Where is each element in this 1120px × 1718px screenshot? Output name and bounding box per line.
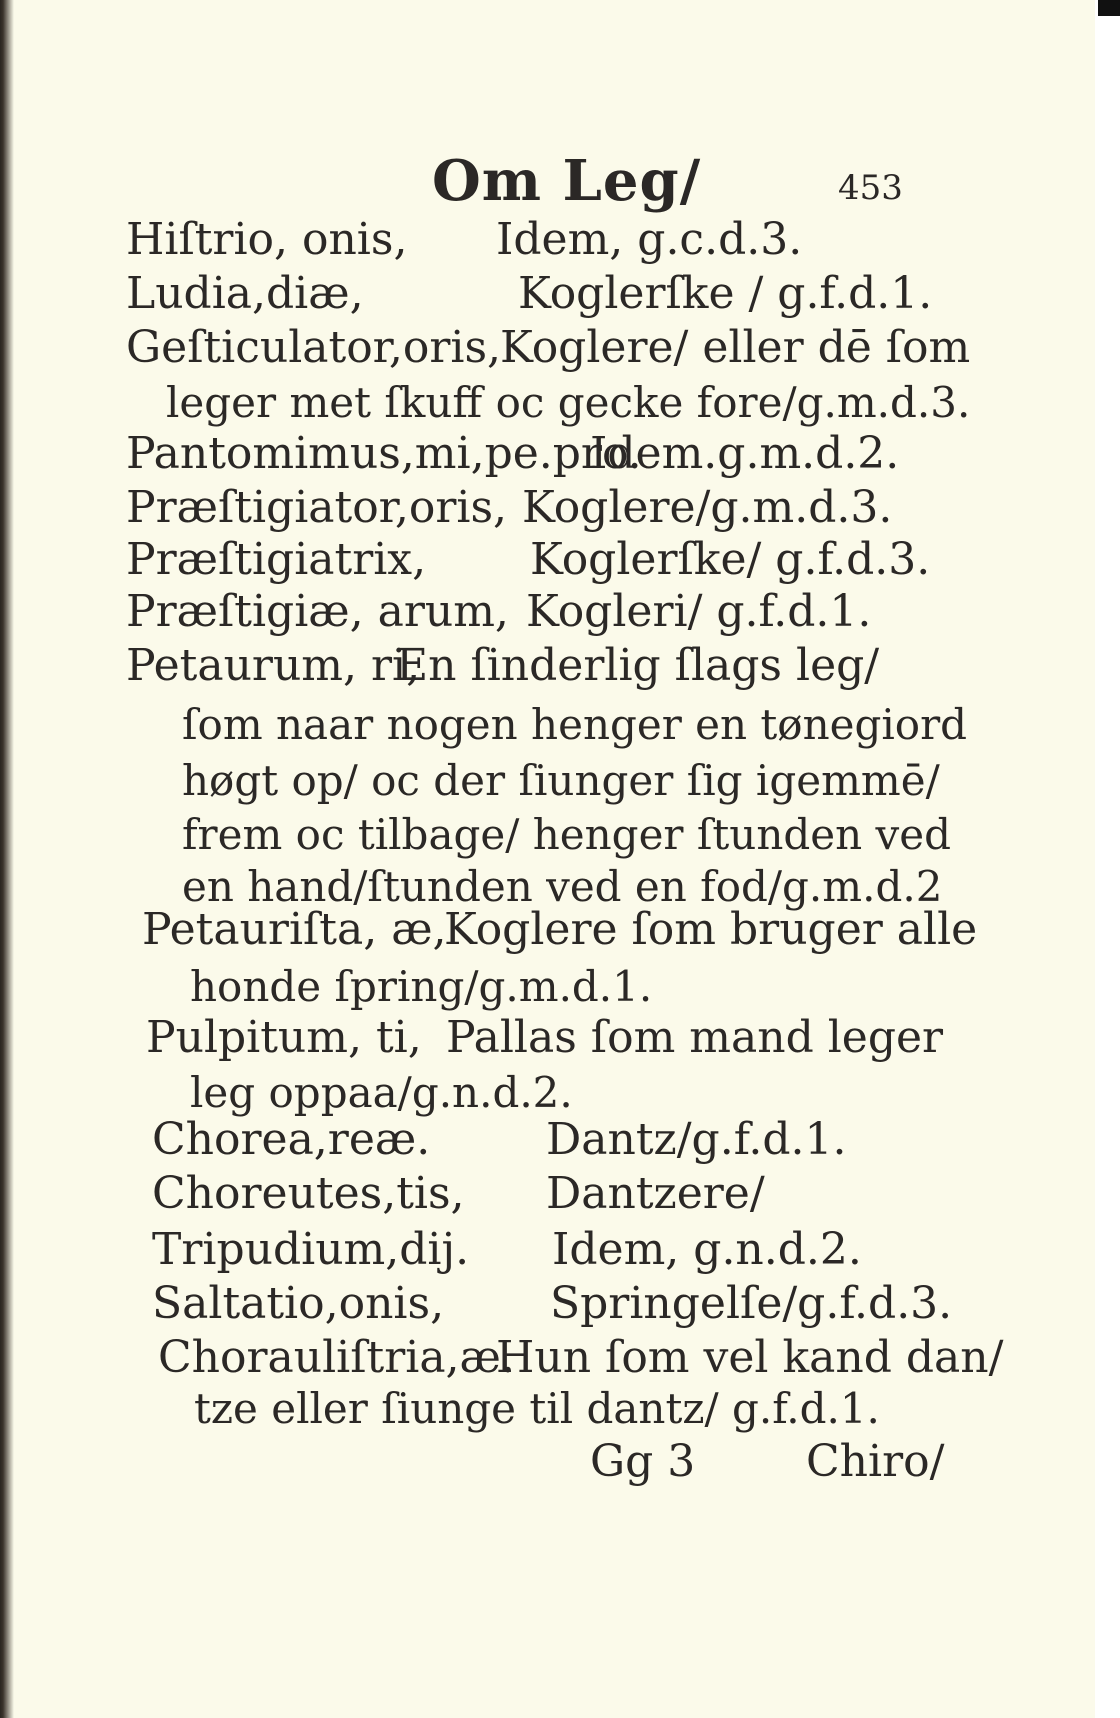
latin-term: Tripudium,dij.	[152, 1224, 470, 1275]
entry-continuation: ſom naar nogen henger en tønegiord	[182, 700, 968, 749]
latin-term: Saltatio,onis,	[152, 1278, 445, 1329]
latin-term: Hiſtrio, onis,	[126, 214, 408, 265]
entry-continuation: frem oc tilbage/ henger ſtunden ved	[182, 810, 951, 859]
danish-gloss: Idem.g.m.d.2.	[590, 428, 900, 479]
danish-gloss: Koglere/g.m.d.3.	[522, 482, 893, 533]
entry-continuation: høgt op/ oc der ſiunger ſig igemmē/	[182, 756, 940, 805]
scan-corner-mark	[1098, 0, 1120, 16]
danish-gloss: Idem, g.n.d.2.	[552, 1224, 862, 1275]
danish-gloss: Dantzere/	[546, 1168, 765, 1219]
latin-term: Chorea,reæ.	[152, 1114, 431, 1165]
entry-continuation: leger met ſkuff oc gecke fore/g.m.d.3.	[166, 378, 971, 427]
catchword: Chiro/	[806, 1436, 945, 1487]
danish-gloss: Hun ſom vel kand dan/	[496, 1332, 1004, 1383]
danish-gloss: Springelſe/g.f.d.3.	[550, 1278, 953, 1329]
signature-mark: Gg 3	[590, 1436, 696, 1487]
latin-term: Præſtigiatrix,	[126, 534, 427, 585]
danish-gloss: Koglere/ eller dē ſom	[500, 322, 971, 373]
running-title: Om Leg/	[432, 148, 702, 214]
danish-gloss: Pallas ſom mand leger	[446, 1012, 944, 1063]
latin-term: Ludia,diæ,	[126, 268, 364, 319]
danish-gloss: Kogleri/ g.f.d.1.	[526, 586, 872, 637]
page-binding-edge	[0, 0, 14, 1718]
danish-gloss: Dantz/g.f.d.1.	[546, 1114, 847, 1165]
latin-term: Petauriſta, æ,	[142, 904, 447, 955]
latin-term: Geſticulator,oris,	[126, 322, 502, 373]
entry-continuation: leg oppaa/g.n.d.2.	[190, 1068, 573, 1117]
latin-term: Pulpitum, ti,	[146, 1012, 422, 1063]
latin-term: Præſtigiæ, arum,	[126, 586, 509, 637]
latin-term: Petaurum, ri,	[126, 640, 421, 691]
danish-gloss: En ſinderlig ſlags leg/	[396, 640, 880, 691]
latin-term: Pantomimus,mi,pe.pro.	[126, 428, 642, 479]
page-number: 453	[838, 168, 903, 208]
latin-term: Choreutes,tis,	[152, 1168, 465, 1219]
danish-gloss: Koglerſke / g.f.d.1.	[518, 268, 933, 319]
danish-gloss: Idem, g.c.d.3.	[496, 214, 803, 265]
entry-continuation: en hand/ſtunden ved en fod/g.m.d.2	[182, 862, 943, 911]
entry-continuation: honde ſpring/g.m.d.1.	[190, 962, 653, 1011]
danish-gloss: Koglere ſom bruger alle	[444, 904, 978, 955]
entry-continuation: tze eller ſiunge til dantz/ g.f.d.1.	[194, 1384, 880, 1433]
latin-term: Præſtigiator,oris,	[126, 482, 508, 533]
running-header	[0, 148, 1095, 218]
latin-term: Chorauliſtria,æ.	[158, 1332, 515, 1383]
danish-gloss: Koglerſke/ g.f.d.3.	[530, 534, 931, 585]
